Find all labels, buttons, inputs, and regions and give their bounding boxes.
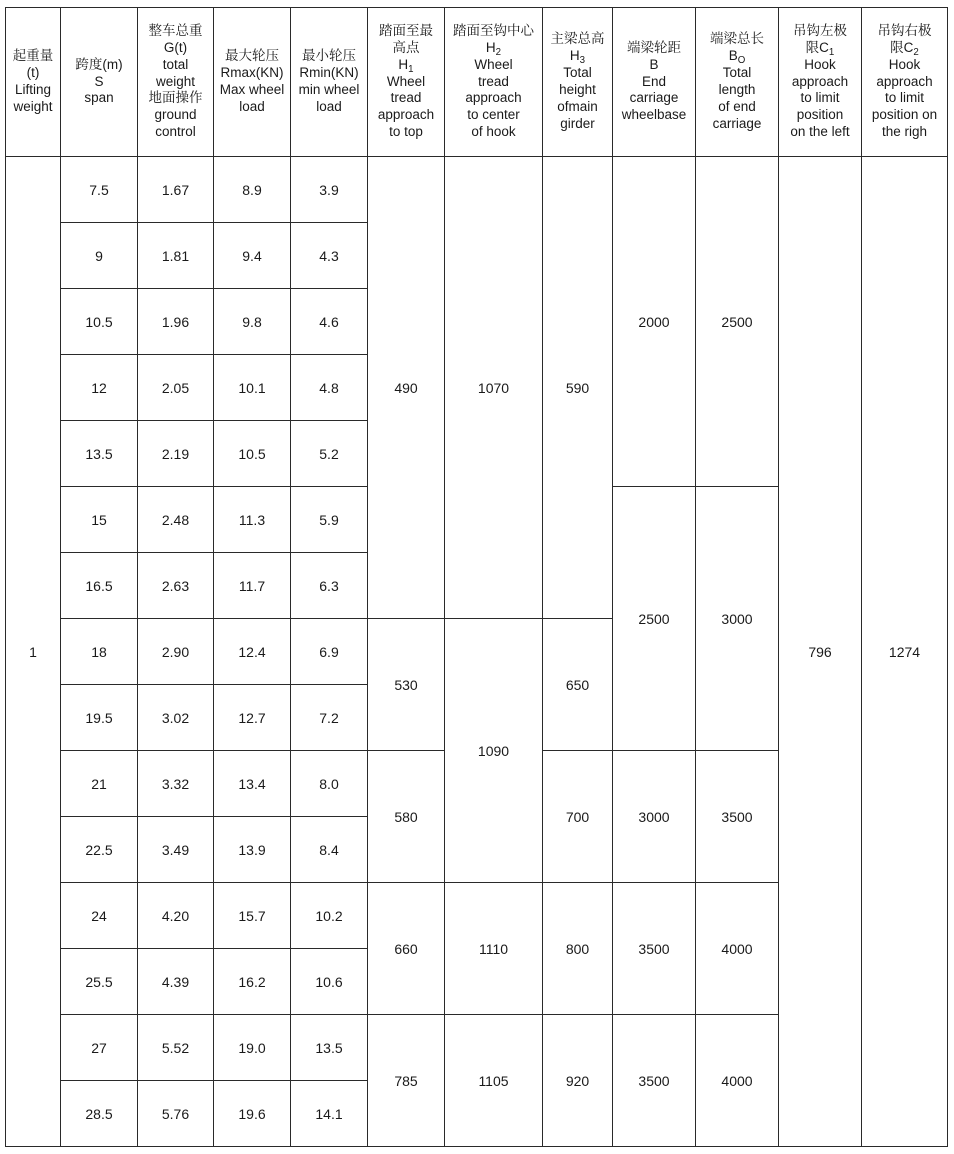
span-cell: 22.5 — [61, 817, 138, 883]
weight-cell: 3.02 — [138, 685, 214, 751]
rmax-cell: 9.4 — [214, 223, 291, 289]
rmin-cell: 6.9 — [291, 619, 368, 685]
header-lifting-weight: 起重量 (t) Lifting weight — [6, 8, 61, 157]
weight-cell: 3.49 — [138, 817, 214, 883]
header-total-weight: 整车总重 G(t) total weight 地面操作 ground control — [138, 8, 214, 157]
span-cell: 7.5 — [61, 157, 138, 223]
rmin-cell: 13.5 — [291, 1015, 368, 1081]
h1-cell: 530 — [368, 619, 445, 751]
weight-cell: 2.05 — [138, 355, 214, 421]
header-max-wheel-load: 最大轮压 Rmax(KN) Max wheel load — [214, 8, 291, 157]
b-cell: 2000 — [613, 157, 696, 487]
header-min-wheel-load: 最小轮压 Rmin(KN) min wheel load — [291, 8, 368, 157]
rmax-cell: 12.4 — [214, 619, 291, 685]
h2-cell: 1110 — [445, 883, 543, 1015]
rmax-cell: 13.9 — [214, 817, 291, 883]
rmin-cell: 8.4 — [291, 817, 368, 883]
h1-cell: 580 — [368, 751, 445, 883]
rmax-cell: 10.5 — [214, 421, 291, 487]
h3-cell: 920 — [543, 1015, 613, 1147]
weight-cell: 5.52 — [138, 1015, 214, 1081]
span-cell: 25.5 — [61, 949, 138, 1015]
rmin-cell: 14.1 — [291, 1081, 368, 1147]
c1-cell: 796 — [779, 157, 862, 1147]
header-h3: 主梁总高 $H_3$ Total height ofmain girder — [543, 8, 613, 157]
rmin-cell: 4.6 — [291, 289, 368, 355]
rmin-cell: 4.3 — [291, 223, 368, 289]
h3-cell: 590 — [543, 157, 613, 619]
rmax-cell: 15.7 — [214, 883, 291, 949]
b0-cell: 3500 — [696, 751, 779, 883]
rmax-cell: 13.4 — [214, 751, 291, 817]
b0-cell: 3000 — [696, 487, 779, 751]
span-cell: 12 — [61, 355, 138, 421]
header-hook-right-limit: 吊钩右极 限$C_2$ Hook approach to limit position on the righ — [862, 8, 948, 157]
h2-cell: 1105 — [445, 1015, 543, 1147]
rmax-cell: 19.6 — [214, 1081, 291, 1147]
b-cell: 3500 — [613, 1015, 696, 1147]
rmin-cell: 5.2 — [291, 421, 368, 487]
h1-cell: 490 — [368, 157, 445, 619]
span-cell: 28.5 — [61, 1081, 138, 1147]
weight-cell: 1.81 — [138, 223, 214, 289]
b-cell: 2500 — [613, 487, 696, 751]
b0-cell: 4000 — [696, 1015, 779, 1147]
span-cell: 24 — [61, 883, 138, 949]
b0-cell: 4000 — [696, 883, 779, 1015]
span-cell: 21 — [61, 751, 138, 817]
weight-cell: 2.63 — [138, 553, 214, 619]
h3-cell: 800 — [543, 883, 613, 1015]
h3-cell: 700 — [543, 751, 613, 883]
rmax-cell: 11.3 — [214, 487, 291, 553]
rmax-cell: 9.8 — [214, 289, 291, 355]
h1-cell: 785 — [368, 1015, 445, 1147]
rmin-cell: 8.0 — [291, 751, 368, 817]
h3-cell: 650 — [543, 619, 613, 751]
weight-cell: 4.20 — [138, 883, 214, 949]
rmin-cell: 5.9 — [291, 487, 368, 553]
weight-cell: 5.76 — [138, 1081, 214, 1147]
rmax-cell: 16.2 — [214, 949, 291, 1015]
h1-cell: 660 — [368, 883, 445, 1015]
weight-cell: 2.19 — [138, 421, 214, 487]
h2-cell: 1070 — [445, 157, 543, 619]
crane-spec-table — [5, 7, 948, 1147]
span-cell: 16.5 — [61, 553, 138, 619]
rmax-cell: 12.7 — [214, 685, 291, 751]
lifting-weight-cell: 1 — [6, 157, 61, 1147]
span-cell: 18 — [61, 619, 138, 685]
rmin-cell: 4.8 — [291, 355, 368, 421]
rmax-cell: 19.0 — [214, 1015, 291, 1081]
span-cell: 19.5 — [61, 685, 138, 751]
rmin-cell: 10.6 — [291, 949, 368, 1015]
weight-cell: 2.90 — [138, 619, 214, 685]
header-end-carriage-length: 端梁总长 $B_O$ Total length of end carriage — [696, 8, 779, 157]
b-cell: 3500 — [613, 883, 696, 1015]
header-h2: 踏面至钩中心 $H_2$ Wheel tread approach to center of hook — [445, 8, 543, 157]
weight-cell: 4.39 — [138, 949, 214, 1015]
c2-cell: 1274 — [862, 157, 948, 1147]
span-cell: 10.5 — [61, 289, 138, 355]
span-cell: 15 — [61, 487, 138, 553]
weight-cell: 2.48 — [138, 487, 214, 553]
span-cell: 27 — [61, 1015, 138, 1081]
weight-cell: 3.32 — [138, 751, 214, 817]
header-end-carriage-wheelbase: 端梁轮距 B End carriage wheelbase — [613, 8, 696, 157]
rmin-cell: 3.9 — [291, 157, 368, 223]
header-span: 跨度(m) S span — [61, 8, 138, 157]
span-cell: 13.5 — [61, 421, 138, 487]
rmax-cell: 10.1 — [214, 355, 291, 421]
rmin-cell: 7.2 — [291, 685, 368, 751]
rmin-cell: 10.2 — [291, 883, 368, 949]
span-cell: 9 — [61, 223, 138, 289]
header-row — [6, 8, 948, 157]
weight-cell: 1.67 — [138, 157, 214, 223]
rmin-cell: 6.3 — [291, 553, 368, 619]
rmax-cell: 11.7 — [214, 553, 291, 619]
header-hook-left-limit: 吊钩左极 限$C_1$ Hook approach to limit position on the left — [779, 8, 862, 157]
rmax-cell: 8.9 — [214, 157, 291, 223]
table-row — [6, 157, 948, 223]
b0-cell: 2500 — [696, 157, 779, 487]
weight-cell: 1.96 — [138, 289, 214, 355]
header-h1: 踏面至最 高点 $H_1$ Wheel tread approach to top — [368, 8, 445, 157]
b-cell: 3000 — [613, 751, 696, 883]
h2-cell: 1090 — [445, 619, 543, 883]
